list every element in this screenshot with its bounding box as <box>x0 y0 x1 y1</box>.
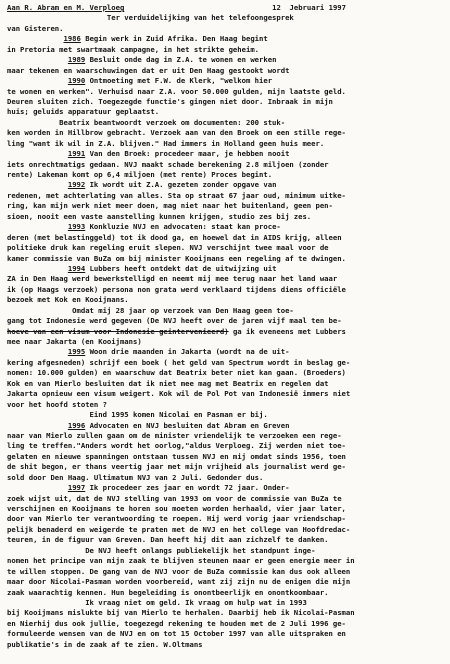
line-text: pelijk benaderd en weigerde te praten met de NVJ en het college van Hoofdredac- <box>7 524 351 534</box>
text-line <box>7 473 444 483</box>
year-heading: 1989 <box>67 55 86 65</box>
line-text: verschijnen en Kooijmans te horen sou moeten worden herhaald, vier jaar later, <box>7 504 346 513</box>
line-text: redenen, met achterlating van alles. Sta op straat 67 jaar oud, minimum uitke- <box>7 190 346 200</box>
line-text: sold door Den Haag. Ultimatum NVJ van 2 Juli. Gedonder dus. <box>7 472 264 482</box>
text-line <box>7 567 444 577</box>
year-heading: 1993 <box>67 222 86 232</box>
line-text <box>7 483 68 492</box>
line-text: Beatrix beantwoordt verzoek om documenten: 200 stuk- <box>7 117 286 127</box>
text-line <box>7 107 444 117</box>
line-text: sioen, nooit een vaste aanstelling kunnen krijgen, studio zes bij zes. <box>7 211 312 221</box>
text-line <box>7 55 444 65</box>
year-heading: 1997 <box>67 483 86 493</box>
struck-text: hoeve van een visum voor Indonesie geintervenieerd) <box>7 326 229 336</box>
line-text: de shit begon, er thans veertig jaar met mijn vrijheid als journalist werd ge- <box>7 462 346 472</box>
line-text: gang tot Indonesie werd gegeven (De NVJ heeft over de jaren vijf maal ten be- <box>7 316 342 326</box>
line-text: voor het hoofd stoten ? <box>7 399 107 409</box>
year-heading: 1995 <box>67 347 86 357</box>
text-line <box>7 483 444 493</box>
text-line <box>7 170 444 180</box>
text-line <box>7 212 444 222</box>
line-text: mee naar Jakarta (en Kooijmans) <box>7 337 142 346</box>
line-text <box>7 180 68 189</box>
line-text: Ontmoeting met F.W. de Klerk, "welkom hier <box>85 76 273 86</box>
text-line <box>7 295 444 305</box>
text-line <box>7 389 444 399</box>
text-line <box>7 97 444 107</box>
text-line <box>7 13 444 23</box>
text-line <box>7 118 444 128</box>
line-text: gelaten en nieuwe spanningen ontstaan tussen NVJ en mij omdat sinds 1956, toen <box>7 451 346 461</box>
text-line <box>7 149 444 159</box>
letter-body <box>7 13 444 650</box>
line-text: Van den Broek: procedeer maar, je hebben nooit <box>85 149 290 159</box>
line-text <box>7 34 63 43</box>
text-line <box>7 243 444 253</box>
line-text: in Pretoria met swartmaak campagne, in het strikte geheim. <box>7 44 260 54</box>
text-line <box>7 608 444 618</box>
line-text: ken worden in Hillbrow gebracht. Verzoek aan van den Broek om een stille rege- <box>7 128 346 138</box>
line-text: Eind 1995 komen Nicolai en Pasman er bij. <box>7 410 268 420</box>
text-line <box>7 368 444 378</box>
line-text: publikatie's in de zaak af te zien. W.Oltmans <box>7 639 203 649</box>
text-line <box>7 87 444 97</box>
line-text: Ik wordt uit Z.A. gezeten zonder opgave van <box>85 180 277 190</box>
line-text <box>7 347 68 356</box>
line-text: Konkluzie NVJ en advocaten: staat kan proce- <box>85 222 281 232</box>
line-text: van Gisteren. <box>7 23 64 33</box>
line-text: rente) Lakeman komt op 6,4 miljoen (met rente) Proces begint. <box>7 170 273 179</box>
text-line <box>7 180 444 190</box>
year-heading: 1990 <box>67 76 86 86</box>
text-line <box>7 410 444 420</box>
text-line <box>7 431 444 441</box>
text-line <box>7 577 444 587</box>
line-text: kering afgesneden) schrijf een boek ( het geld van Spectrum wordt in beslag ge- <box>7 357 351 367</box>
line-text: Woon drie maanden in Jakarta (wordt na de uit- <box>85 347 290 357</box>
line-text: Besluit onde dag in Z.A. te wonen en werken <box>85 55 277 65</box>
line-text: Begin werk in Zuid Afrika. Den Haag begint <box>80 34 268 44</box>
text-line <box>7 254 444 264</box>
text-line <box>7 358 444 368</box>
year-heading: 1991 <box>67 149 86 159</box>
year-heading: 1986 <box>63 34 81 44</box>
text-line <box>7 139 444 149</box>
text-line <box>7 316 444 326</box>
line-text: te wonen en werken". Verhuisd naar Z.A. voor 50.000 gulden, mijn laatste geld. <box>7 86 346 96</box>
line-text: Jakarta opnieuw een visum weigert. Kok wil de Pol Pot van Indonesië immers niet <box>7 389 351 399</box>
line-text: De NVJ heeft onlangs publiekelijk het standpunt inge- <box>7 545 316 555</box>
line-text: Ik procedeer zes jaar en wordt 72 jaar. Onder- <box>85 483 290 493</box>
line-text: formuleerde wensen van de NVJ en om tot 15 October 1997 van alle uitspraken en <box>7 629 346 639</box>
text-line <box>7 327 444 337</box>
text-line <box>7 34 444 44</box>
line-text: zaak waarachtig kennen. Hun begeleiding is onontbeerlijk en onontkoombaar. <box>7 587 329 597</box>
letter-date: 12 Jebruari 1997 <box>272 3 346 12</box>
line-text: deren (met belastinggeld) tot ik dood ga, en hoewel dat in AIDS krijg, alleen <box>7 232 342 242</box>
line-text: iets onrechtmatigs gedaan. NVJ maakt schade berekening 2.8 miljoen (zonder <box>7 159 329 169</box>
text-line <box>7 462 444 472</box>
line-text <box>7 76 68 85</box>
line-text: Deuren sluiten zich. Toegezegde functie's gingen niet door. Inbraak in mijn <box>7 96 333 106</box>
text-line <box>7 535 444 545</box>
line-text: Ter verduidelijking van het telefoongesprek <box>7 13 294 23</box>
text-line <box>7 45 444 55</box>
text-line <box>7 598 444 608</box>
text-line <box>7 24 444 34</box>
text-line <box>7 629 444 639</box>
text-line <box>7 76 444 86</box>
text-line <box>7 525 444 535</box>
text-line <box>7 452 444 462</box>
line-text: ga ik eveneens met Lubbers <box>228 326 346 336</box>
year-heading: 1992 <box>67 180 86 190</box>
text-line <box>7 274 444 284</box>
line-text: nomen het principe van mijn zaak te blijven steunen maar er geen energie meer in <box>7 556 355 566</box>
line-text: maar door Nicolai-Pasman worden voorbereid, want zij zijn nu de enigen die mijn <box>7 577 351 587</box>
line-text: ling te treffen."Anders wordt het oorlog,"aldus Verploeg. Zij werden niet toe- <box>7 441 346 451</box>
line-text: ring, kan mijn werk niet meer doen, mag niet naar het buitenland, geen pen- <box>7 201 333 211</box>
line-text: ling "want ik wil in Z.A. blijven." Had immers in Holland geen huis meer. <box>7 138 325 148</box>
text-line <box>7 556 444 566</box>
text-line <box>7 191 444 201</box>
text-line <box>7 619 444 629</box>
text-line <box>7 494 444 504</box>
year-heading: 1996 <box>67 420 86 430</box>
line-text: ZA in Den Haag werd bewerkstelligd en neemt mij mee terug naar het land waar <box>7 274 338 284</box>
line-text: bij Kooijmans mislukte bij van Mierlo te herhalen. Daarbij heb ik Nicolai-Pasman <box>7 608 355 618</box>
line-text: naar van Mierlo zullen gaan om de minister vriendelijk te verzoeken een rege- <box>7 430 342 440</box>
text-line <box>7 160 444 170</box>
line-text: door van Mierlo ter verantwoording te roepen. Hij werd vorig jaar vriendschap- <box>7 514 346 524</box>
text-line <box>7 222 444 232</box>
line-text: ik (op Haags verzoek) persona non grata werd verklaard tijdens diens officiële <box>7 284 346 294</box>
text-line <box>7 264 444 274</box>
recipients: Aan R. Abram en M. Verploeg <box>7 3 125 12</box>
text-line <box>7 201 444 211</box>
letter-header <box>7 3 444 13</box>
line-text <box>7 264 68 273</box>
line-text: maar tekenen en waarschuwingen dat er uit Den Haag gestookt wordt <box>7 65 290 75</box>
text-line <box>7 66 444 76</box>
line-text: Omdat mij 28 jaar op verzoek van Den Haag geen toe- <box>7 305 294 315</box>
line-text: te willen stoppen. De gang van de NVJ voor de BuZa commissie kan dus ook alleen <box>7 566 351 576</box>
line-text: nomen: 10.000 gulden) en waarschuw dat Beatrix beter niet kan gaan. (Broeders) <box>7 368 346 378</box>
text-line <box>7 441 444 451</box>
text-line <box>7 504 444 514</box>
text-line <box>7 640 444 650</box>
line-text: bezoek met Kok en Kooijmans. <box>7 295 129 305</box>
line-text: zoek wijst uit, dat de NVJ stelling van 1993 om voor de commissie van BuZa te <box>7 493 342 503</box>
line-text <box>7 149 68 158</box>
line-text: kamer commissie van BuZa om bij minister Kooijmans een regeling af te dwingen. <box>7 253 346 263</box>
line-text: Kok en van Mierlo besluiten dat ik niet mee mag met Beatrix en regelen dat <box>7 378 329 388</box>
text-line <box>7 400 444 410</box>
text-line <box>7 347 444 357</box>
line-text <box>7 421 68 430</box>
line-text: Ik vraag niet om geld. Ik vraag om hulp wat in 1993 <box>7 597 307 607</box>
line-text: politieke druk kan regeling eruit slepen. NVJ verschijnt twee maal voor de <box>7 243 329 253</box>
line-text: Advocaten en NVJ besluiten dat Abram en Greven <box>85 420 290 430</box>
line-text: teuren, in de figuur van Greven. Dan heeft hij dit aan zichzelf te danken. <box>7 535 329 545</box>
text-line <box>7 128 444 138</box>
text-line <box>7 306 444 316</box>
text-line <box>7 421 444 431</box>
text-line <box>7 285 444 295</box>
line-text <box>7 55 68 64</box>
text-line <box>7 588 444 598</box>
text-line <box>7 379 444 389</box>
line-text: huis; geluids apparatuur geplaatst. <box>7 107 160 117</box>
text-line <box>7 514 444 524</box>
line-text <box>7 222 68 231</box>
year-heading: 1994 <box>67 263 86 273</box>
line-text: Lubbers heeft ontdekt dat de uitwijzing uit <box>85 263 277 273</box>
text-line <box>7 337 444 347</box>
line-text: en Nierhij dus ook jullie, toegezegd rekening te houden met de 2 Juli 1996 ge- <box>7 618 346 628</box>
text-line <box>7 546 444 556</box>
text-line <box>7 233 444 243</box>
